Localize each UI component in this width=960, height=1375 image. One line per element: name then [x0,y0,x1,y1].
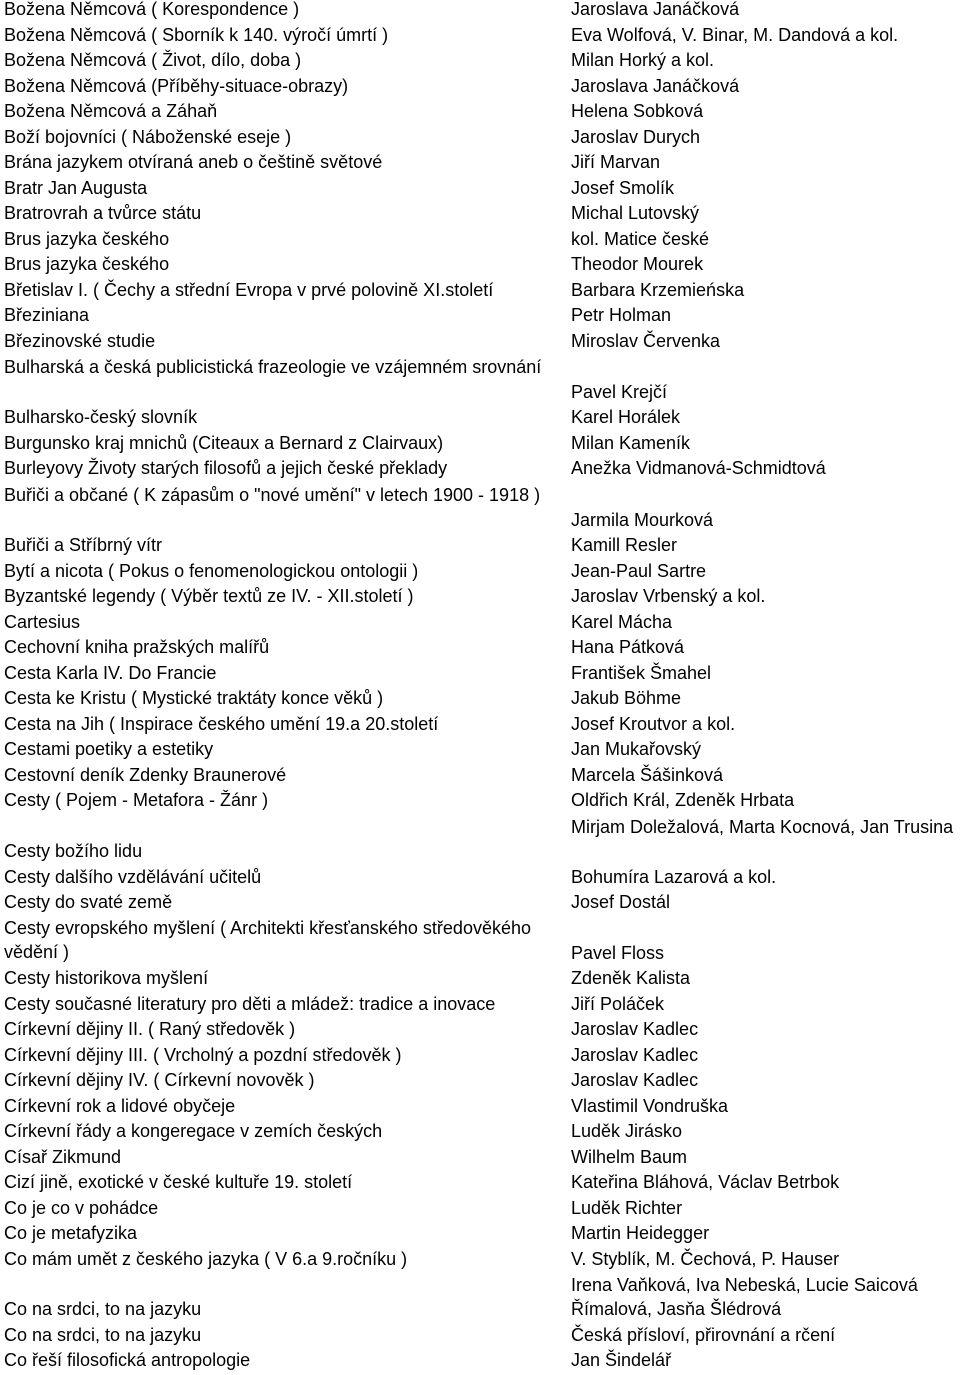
book-title: Břetislav I. ( Čechy a střední Evropa v prvé polovině XI.století [4,279,494,300]
book-title: Cesty dalšího vzdělávání učitelů [4,866,262,887]
book-title: Císař Zikmund [4,1146,122,1167]
book-title: Cesty historikova myšlení [4,968,209,988]
book-author: Jaroslav Kadlec [571,1070,699,1090]
book-author: Karel Mácha [571,611,673,632]
book-author: Eva Wolfová, V. Binar, M. Dandová a kol. [571,24,899,45]
book-author: Josef Dostál [571,892,671,912]
book-author: Jiří Poláček [571,993,665,1014]
book-title: Božena Němcová ( Korespondence ) [4,0,300,19]
book-title: Březiniana [4,305,90,325]
book-title: Církevní dějiny IV. ( Církevní novověk ) [4,1070,315,1090]
book-author: Jan Mukařovský [571,739,702,759]
book-author: Milan Horký a kol. [571,50,715,70]
book-author: Jan Šindelář [571,1350,672,1370]
book-title: Cesta na Jih ( Inspirace českého umění 19.a 20.století [4,713,439,734]
book-title: Božena Němcová (Příběhy-situace-obrazy) [4,75,349,96]
book-title: Cizí jině, exotické v české kultuře 19. století [4,1172,353,1192]
book-title: Byzantské legendy ( Výběr textů ze IV. - XII.století ) [4,586,414,606]
book-title: Bratrovrah a tvůrce státu [4,203,202,223]
book-title: Co na srdci, to na jazyku [4,1299,202,1319]
book-author: Helena Sobková [571,101,704,121]
book-title: Burgunsko kraj mnichů (Citeaux a Bernard z Clairvaux) [4,432,444,453]
book-title: Církevní dějiny III. ( Vrcholný a pozdní středověk ) [4,1044,402,1065]
book-author: Josef Kroutvor a kol. [571,713,736,734]
book-author: Česká přísloví, přirovnání a rčení [571,1324,836,1345]
book-title: Buřiči a Stříbrný vítr [4,535,163,555]
book-author: Anežka Vidmanová-Schmidtová [571,458,826,478]
book-title: Co řeší filosofická antropologie [4,1350,251,1370]
book-title: Boží bojovníci ( Náboženské eseje ) [4,126,292,147]
book-author: František Šmahel [571,662,712,683]
book-title: Brána jazykem otvíraná aneb o češtině světové [4,152,383,172]
book-title: Bulharsko-český slovník [4,407,198,427]
book-title: Cestovní deník Zdenky Braunerové [4,764,287,785]
book-title: Cesty božího lidu [4,841,143,861]
book-author: Jaroslava Janáčková [571,0,740,19]
book-title: Cestami poetiky a estetiky [4,739,214,759]
book-author: Mirjam Doležalová, Marta Kocnová, Jan Trusina [571,817,954,837]
book-author: Jaroslava Janáčková [571,75,740,96]
book-author: Pavel Floss [571,943,665,963]
book-author: Jaroslav Kadlec [571,1019,699,1039]
book-title: Buřiči a občané ( K zápasům o "nové umění" v letech 1900 - 1918 ) [4,485,541,505]
book-author: Vlastimil Vondruška [571,1095,729,1116]
book-author: Miroslav Červenka [571,330,721,351]
book-author: Wilhelm Baum [571,1146,688,1167]
book-author: Zdeněk Kalista [571,968,691,988]
book-author: Kamill Resler [571,535,678,555]
book-title: Božena Němcová ( Sborník k 140. výročí úmrtí ) [4,24,389,45]
book-title: Božena Němcová ( Život, dílo, doba ) [4,50,302,70]
book-title: Církevní rok a lidové obyčeje [4,1095,236,1116]
book-title: Brus jazyka českého [4,254,170,274]
book-title: Bulharská a česká publicistická frazeologie ve vzájemném srovnání [4,357,542,377]
book-author: kol. Matice české [571,228,710,249]
book-title: Co je co v pohádce [4,1197,159,1218]
book-author: Bohumíra Lazarová a kol. [571,866,777,887]
book-author: Hana Pátková [571,637,685,657]
book-author: Petr Holman [571,305,672,325]
book-author: Luděk Jirásko [571,1121,683,1141]
book-author: Marcela Šášinková [571,764,724,785]
book-title: Bytí a nicota ( Pokus o fenomenologickou ontologii ) [4,560,419,581]
book-title: Březinovské studie [4,330,156,351]
book-author: Jaroslav Vrbenský a kol. [571,586,766,606]
book-author: Martin Heidegger [571,1223,710,1243]
book-title: Co je metafyzika [4,1223,138,1243]
book-title: Burleyovy Životy starých filosofů a jejich české překlady [4,458,448,478]
book-title: Co na srdci, to na jazyku [4,1324,202,1345]
book-title: Cesty současné literatury pro děti a mládež: tradice a inovace [4,993,496,1014]
book-author: Irena Vaňková, Iva Nebeská, Lucie Saicová Římalová, Jasňa Šlédrová [571,1275,918,1319]
book-title: Církevní řády a kongeregace v zemích českých [4,1121,383,1141]
book-author: Luděk Richter [571,1197,683,1218]
book-author: Jean-Paul Sartre [571,560,707,581]
book-title: Cesty ( Pojem - Metafora - Žánr ) [4,790,269,810]
book-title: Cesta Karla IV. Do Francie [4,662,217,683]
book-title: Cesty do svaté země [4,892,173,912]
book-author: Theodor Mourek [571,254,704,274]
book-title: Cesta ke Kristu ( Mystické traktáty konce věků ) [4,688,384,708]
book-title: Cechovní kniha pražských malířů [4,637,270,657]
book-title: Bratr Jan Augusta [4,177,148,198]
book-author: Jakub Böhme [571,688,682,708]
book-author: V. Styblík, M. Čechová, P. Hauser [571,1248,840,1269]
book-author: Jaroslav Kadlec [571,1044,699,1065]
book-title: Cartesius [4,611,81,632]
book-author: Michal Lutovský [571,203,700,223]
book-author: Jaroslav Durych [571,126,701,147]
book-title: Božena Němcová a Záhaň [4,101,218,121]
book-author: Pavel Krejčí [571,382,668,402]
book-author: Jarmila Mourková [571,510,714,530]
book-title: Brus jazyka českého [4,228,170,249]
book-author: Milan Kameník [571,432,691,453]
book-author: Barbara Krzemieńska [571,279,745,300]
book-author: Oldřich Král, Zdeněk Hrbata [571,790,795,810]
book-title: Co mám umět z českého jazyka ( V 6.a 9.ročníku ) [4,1248,408,1269]
book-author: Kateřina Bláhová, Václav Betrbok [571,1172,840,1192]
book-author: Karel Horálek [571,407,681,427]
book-title: Cesty evropského myšlení ( Architekti křesťanského středověkého vědění ) [4,918,531,962]
book-author: Jiří Marvan [571,152,661,172]
book-title: Církevní dějiny II. ( Raný středověk ) [4,1019,296,1039]
book-author: Josef Smolík [571,177,675,198]
